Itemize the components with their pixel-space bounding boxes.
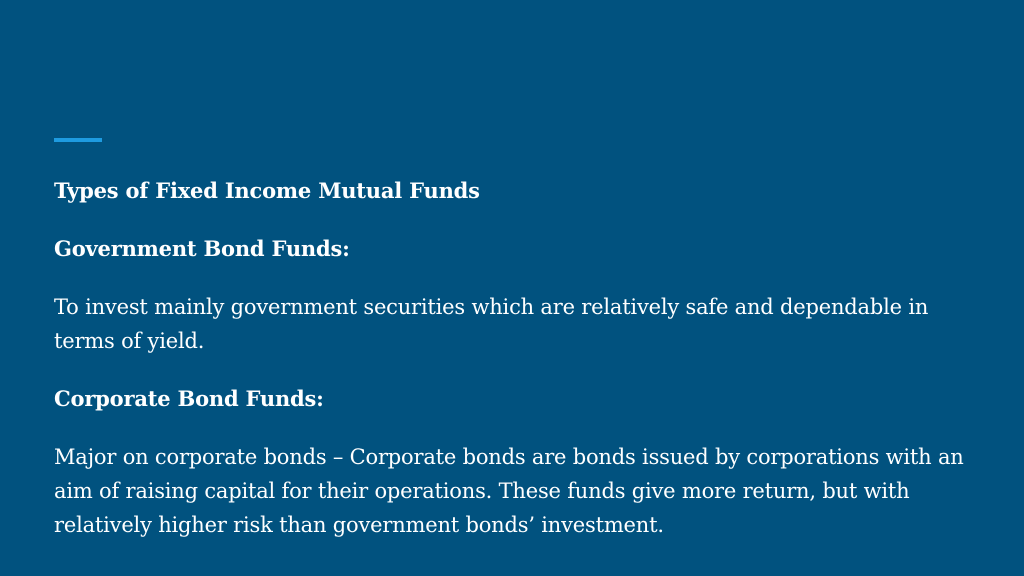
slide-content [54,174,984,542]
accent-bar [54,138,102,142]
section-body-government: To invest mainly government securities which are relatively safe and dependable in terms of yield. [54,295,929,353]
slide-title: Types of Fixed Income Mutual Funds [54,178,480,203]
section-body-corporate: Major on corporate bonds – Corporate bonds are bonds issued by corporations with an aim of raising capital for their operations. These funds give more return, but with relatively higher risk than government bonds’ investment. [54,445,964,537]
section-heading-government: Government Bond Funds: [54,236,350,261]
section-heading-corporate: Corporate Bond Funds: [54,386,324,411]
